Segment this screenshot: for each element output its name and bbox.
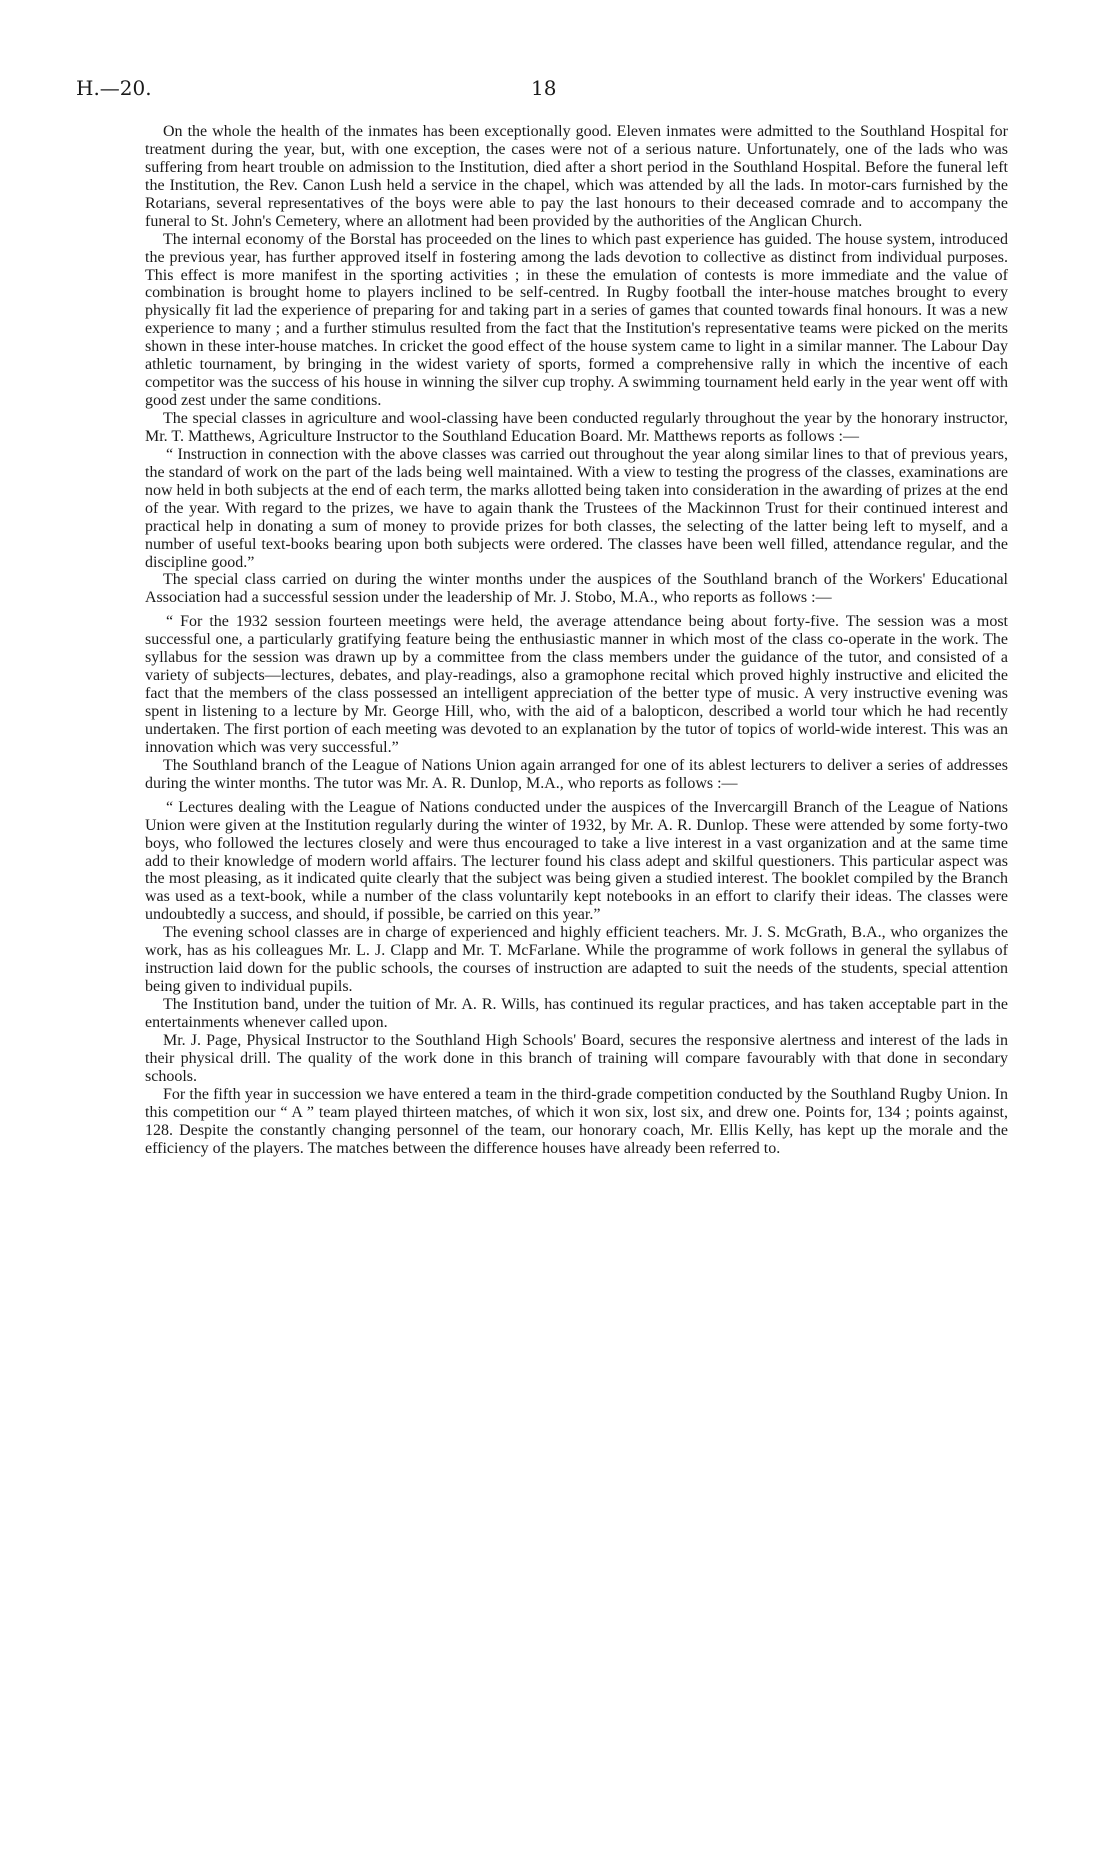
paragraph-agriculture-classes: The special classes in agriculture and wool-classing have been conducted regularly throughout the year by the honorary instructor, Mr. T. Matthews, Agriculture Instructor to the Southland Education Board. Mr. Matthews reports as follows :— — [145, 410, 1008, 445]
paragraph-internal-economy: The internal economy of the Borstal has proceeded on the lines to which past experience has guided. The house system, introduced the previous year, has further approved itself in fostering among the lads devotion to collective as distinct from individual purposes. This effect is more manifest in the sporting activities ; in these the emulation of contests is more immediate and the value of combination is brought home to players inclined to be self-centred. In Rugby football the inter-house matches brought to every physically fit lad the experience of preparing for and taking part in a series of games that counted towards final honours. It was a new experience to many ; and a further stimulus resulted from the fact that the Institution's representative teams were picked on the merits shown in these inter-house matches. In cricket the good effect of the house system came to light in a similar manner. The Labour Day athletic tournament, by bringing in the widest variety of sports, formed a comprehensive rally in which the incentive of each competitor was the success of his house in winning the silver cup trophy. A swimming tournament held early in the year went off with good zest under the same conditions. — [145, 230, 1008, 410]
quote-dunlop-report: “ Lectures dealing with the League of Nations conducted under the auspices of the Invercargill Branch of the League of Nations Union were given at the Institution regularly during the winter of 1932, by Mr. A. R. Dunlop. These were attended by some forty-two boys, who followed the lectures closely and were thus encouraged to take a live interest in a vast organization and at the same time add to their knowledge of modern world affairs. The lecturer found his class adept and skilful questioners. This particular aspect was the most pleasing, as it indicated quite clearly that the subject was being given a studied interest. The booklet compiled by the Branch was used as a text-book, while a number of the class voluntarily kept notebooks in an effort to clarify their ideas. The classes were undoubtedly a success, and should, if possible, be carried on this year.” — [145, 798, 1008, 924]
paragraph-workers-educational-association: The special class carried on during the winter months under the auspices of the Southland branch of the Workers' Educational Association had a successful session under the leadership of Mr. J. Stobo, M.A., who reports as follows :— — [145, 571, 1008, 607]
report-body — [145, 123, 1008, 1157]
paragraph-rugby: For the fifth year in succession we have entered a team in the third-grade competition conducted by the Southland Rugby Union. In this competition our “ A ” team played thirteen matches, of which it won six, lost six, and drew one. Points for, 134 ; points against, 128. Despite the constantly changing personnel of the team, our honorary coach, Mr. Ellis Kelly, has kept up the morale and the efficiency of the players. The matches between the difference houses have already been referred to. — [145, 1085, 1008, 1157]
paragraph-health: On the whole the health of the inmates has been exceptionally good. Eleven inmates were admitted to the Southland Hospital for treatment during the year, but, with one exception, the cases were not of a serious nature. Unfortunately, one of the lads who was suffering from heart trouble on admission to the Institution, died after a short period in the Southland Hospital. Before the funeral left the Institution, the Rev. Canon Lush held a service in the chapel, which was attended by all the lads. In motor-cars furnished by the Rotarians, several representatives of the boys were able to pay the last honours to their deceased comrade and to accompany the funeral to St. John's Cemetery, where an allotment had been provided by the authorities of the Anglican Church. — [145, 123, 1008, 230]
quote-matthews-report: “ Instruction in connection with the above classes was carried out throughout the year along similar lines to that of previous years, the standard of work on the part of the lads being well maintained. With a view to testing the progress of the classes, examinations are now held in both subjects at the end of each term, the marks allotted being taken into consideration in the awarding of prizes at the end of the year. With regard to the prizes, we have to again thank the Trustees of the Mackinnon Trust for their continued interest and practical help in donating a sum of money to provide prizes for both classes, the selecting of the latter being left to myself, and a number of useful text-books bearing upon both subjects were ordered. The classes have been well filled, attendance regular, and the discipline good.” — [145, 445, 1008, 571]
paragraph-institution-band: The Institution band, under the tuition of Mr. A. R. Wills, has continued its regular practices, and has taken acceptable part in the entertainments whenever called upon. — [145, 996, 1008, 1031]
page-number: 18 — [531, 76, 557, 100]
page-header — [76, 76, 1016, 106]
quote-stobo-report: “ For the 1932 session fourteen meetings were held, the average attendance being about forty-five. The session was a most successful one, a particularly gratifying feature being the enthusiastic manner in which most of the class co-operate in the work. The syllabus for the session was drawn up by a committee from the class members under the guidance of the tutor, and consisted of a variety of subjects—lectures, debates, and play-readings, also a gramophone recital which proved highly instructive and elicited the fact that the members of the class possessed an intelligent appreciation of the better type of music. A very instructive evening was spent in listening to a lecture by Mr. George Hill, who, with the aid of a balopticon, described a world tour which he had recently undertaken. The first portion of each meeting was devoted to an explanation by the tutor of topics of world-wide interest. This was an innovation which was very successful.” — [145, 613, 1008, 756]
paragraph-league-of-nations: The Southland branch of the League of Nations Union again arranged for one of its ablest lecturers to deliver a series of addresses during the winter months. The tutor was Mr. A. R. Dunlop, M.A., who reports as follows :— — [145, 756, 1008, 792]
document-reference: H.—20. — [76, 76, 152, 100]
paragraph-physical-drill: Mr. J. Page, Physical Instructor to the Southland High Schools' Board, secures the responsive alertness and interest of the lads in their physical drill. The quality of the work done in this branch of training will compare favourably with that done in secondary schools. — [145, 1031, 1008, 1085]
paragraph-evening-school: The evening school classes are in charge of experienced and highly efficient teachers. Mr. J. S. McGrath, B.A., who organizes the work, has as his colleagues Mr. L. J. Clapp and Mr. T. McFarlane. While the programme of work follows in general the syllabus of instruction laid down for the public schools, the courses of instruction are adapted to suit the needs of the students, special attention being given to individual pupils. — [145, 924, 1008, 996]
